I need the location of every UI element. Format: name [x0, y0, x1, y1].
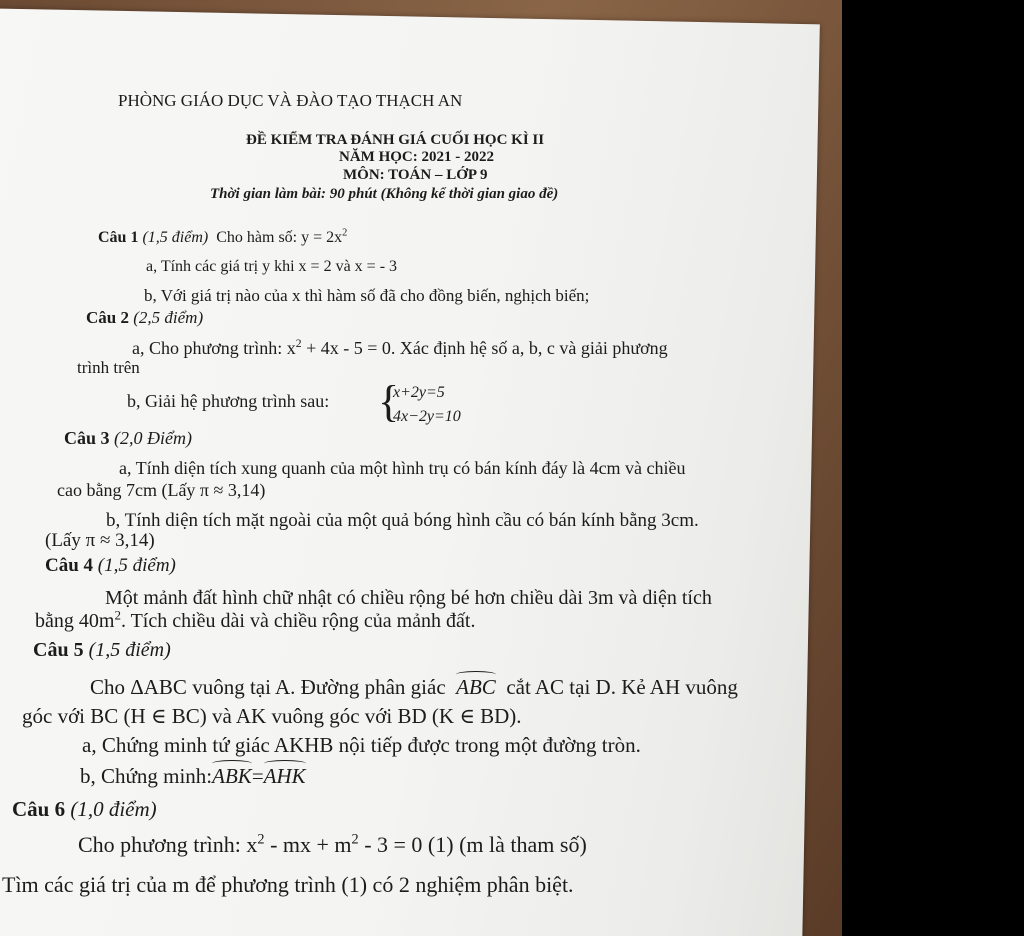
question-3b-line-2: (Lấy π ≈ 3,14)	[45, 530, 155, 551]
angle-abc: ABC	[456, 675, 496, 699]
black-margin	[842, 0, 1024, 936]
question-2a: a, Cho phương trình: $x^2 + 4x - 5 = 0$. Xác định hệ số a, b, c và giải phương	[132, 337, 668, 358]
question-3-heading: Câu 3 (2,0 Điểm)	[64, 428, 192, 448]
question-2-heading: Câu 2 (2,5 điểm)	[86, 308, 204, 327]
school-year: NĂM HỌC: 2021 - 2022	[339, 149, 494, 165]
angle-abk: ABK	[212, 764, 252, 788]
system-equation-1: x+2y=5	[393, 384, 445, 401]
question-5-line-1: Cho ΔABC vuông tại A. Đường phân giác ABC cắt AC tại D. Kẻ AH vuông	[90, 675, 738, 699]
question-4-line-2: bằng $40m^2$. Tích chiều dài và chiều rộng của mảnh đất.	[35, 607, 476, 632]
exam-title: ĐỀ KIỂM TRA ĐÁNH GIÁ CUỐI HỌC KÌ II	[246, 132, 545, 148]
question-6-line-1: Cho phương trình: $x^2$ - mx + $m^2 - 3 = 0$ (1) (m là tham số)	[78, 831, 587, 857]
department-heading: PHÒNG GIÁO DỤC VÀ ĐÀO TẠO THẠCH AN	[118, 91, 463, 110]
system-equation-2: 4x−2y=10	[393, 408, 461, 425]
question-5-heading: Câu 5 (1,5 điểm)	[33, 639, 171, 661]
question-1a: a, Tính các giá trị y khi x = 2 và x = - 3	[146, 258, 398, 275]
question-1b: b, Với giá trị nào của x thì hàm số đã cho đồng biến, nghịch biến;	[144, 286, 590, 305]
question-4-heading: Câu 4 (1,5 điểm)	[45, 555, 176, 576]
question-4-line-1: Một mảnh đất hình chữ nhật có chiều rộng bé hơn chiều dài 3m và diện tích	[105, 587, 712, 609]
question-6-heading: Câu 6 (1,0 điểm)	[12, 797, 157, 821]
time-line: Thời gian làm bài: 90 phút (Không kể thời gian giao đề)	[210, 186, 559, 202]
question-3b-line-1: b, Tính diện tích mặt ngoài của một quả bóng hình cầu có bán kính bằng 3cm.	[106, 510, 699, 531]
question-5a: a, Chứng minh tứ giác AKHB nội tiếp được trong một đường tròn.	[82, 733, 641, 757]
angle-ahk: AHK	[263, 764, 306, 788]
question-3a-line-2: cao bằng 7cm (Lấy π ≈ 3,14)	[57, 480, 266, 500]
question-2a-continued: trình trên	[77, 358, 140, 377]
question-3a-line-1: a, Tính diện tích xung quanh của một hình trụ có bán kính đáy là 4cm và chiều	[119, 458, 686, 478]
question-2b: b, Giải hệ phương trình sau:	[127, 391, 330, 411]
question-1-heading: Câu 1 (1,5 điểm) Cho hàm số: $y = 2x^2$	[98, 227, 348, 246]
system-brace: {	[378, 377, 400, 426]
question-5b: b, Chứng minh:ABK=AHK	[80, 764, 306, 788]
question-6-line-2: Tìm các giá trị của m để phương trình (1) có 2 nghiệm phân biệt.	[2, 872, 574, 897]
subject-line: MÔN: TOÁN – LỚP 9	[343, 167, 488, 183]
question-5-line-2: góc với BC (H ∈ BC) và AK vuông góc với BD (K ∈ BD).	[22, 704, 522, 728]
